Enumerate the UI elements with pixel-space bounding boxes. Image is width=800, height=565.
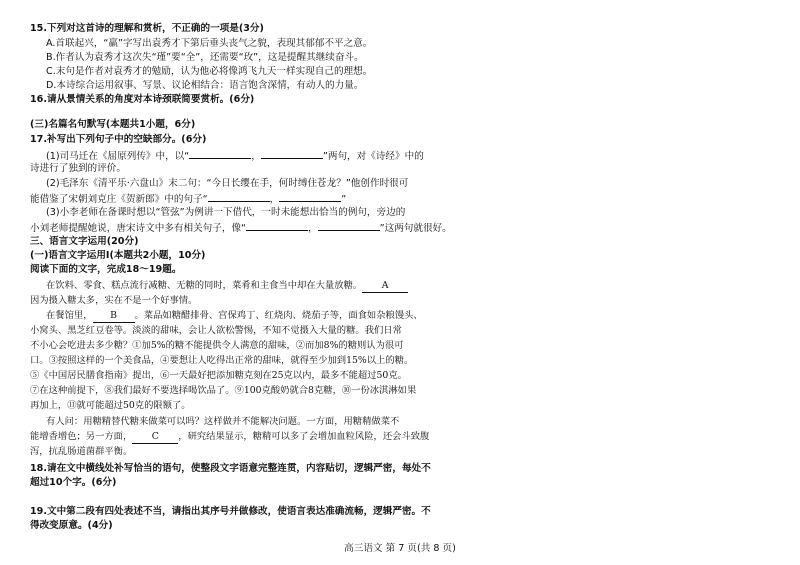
q17-item3-text-b: ”这两句就很好。 bbox=[379, 223, 452, 234]
q19-line2: 得改变原意。(4分) bbox=[30, 520, 113, 531]
part3-heading: 三、语言文字运用(20分) bbox=[30, 236, 139, 247]
q15-option-d: D.本诗综合运用叙事、写景、议论相结合：语言饱含深情，有动人的力量。 bbox=[46, 80, 364, 91]
q17-item3-line2: 小刘老师提醒她说，唐宋诗文中多有相关句子，像“ ， ”这两句就很好。 bbox=[30, 220, 452, 235]
blank[interactable] bbox=[279, 191, 341, 202]
passage-line3 bbox=[46, 309, 423, 323]
q17-item1-line2: 诗进行了独到的评价。 bbox=[30, 163, 126, 174]
blank-b[interactable]: B bbox=[93, 309, 135, 323]
passage-line1 bbox=[46, 279, 408, 293]
q15-option-a: A.首联起兴，“羸”字写出袁秀才下第后垂头丧气之貌，表现其郁郁不平之意。 bbox=[46, 38, 373, 49]
passage-line4: 小窝头、黑芝红豆卷等。淡淡的甜味，会让人欲松警惕，不知不觉摄入大量的糖。我们日常 bbox=[30, 325, 402, 336]
passage-line11 bbox=[30, 430, 429, 444]
reading-instruction: 阅读下面的文字，完成18～19题。 bbox=[30, 264, 182, 275]
q15-option-c: C.末句是作者对袁秀才的勉励，认为他必将像鸿飞九天一样实现自己的理想。 bbox=[46, 66, 373, 77]
passage-text: 在餐馆里， bbox=[46, 310, 93, 321]
passage-line2: 因为摄入糖太多，实在不是一个好事情。 bbox=[30, 295, 198, 306]
passage-text: 能增香增色；另一方面， bbox=[30, 431, 133, 442]
blank-c[interactable]: C bbox=[132, 430, 178, 444]
passage-line5: 不小心会吃进去多少糖？①加5%的糖不能提供令人满意的甜味，②而加8%的糖则认为很可 bbox=[30, 340, 404, 351]
q17-item1-text-b: ”两句，对《诗经》中的 bbox=[322, 151, 424, 162]
passage-line7: ⑤《中国居民膳食指南》提出，⑥一天最好把添加糖克刻在25克以内，最多不能超过50克。 bbox=[30, 370, 407, 381]
blank[interactable] bbox=[246, 220, 308, 231]
q17-item1-line1: (1)司马迁在《屈原列传》中，以“ ， ”两句，对《诗经》中的 bbox=[46, 148, 424, 163]
q17-item3-text-a: 小刘老师提醒她说，唐宋诗文中多有相关句子，像“ bbox=[30, 223, 247, 234]
passage-line9: 再加上，⑪就可能超过50克的限额了。 bbox=[30, 400, 191, 411]
blank[interactable] bbox=[189, 148, 251, 159]
q17-item2-text: 能借鉴了宋朝刘克庄《贺新郎》中的句子“ bbox=[30, 194, 208, 205]
q18-line1: 18.请在文中横线处补写恰当的语句，使整段文字语意完整连贯，内容贴切，逻辑严密，每处不 bbox=[30, 463, 431, 474]
q17-item2-line1: (2)毛泽东《清平乐·六盘山》末二句：“今日长缨在手，何时缚住苍龙？”他创作时很可 bbox=[46, 178, 409, 189]
passage-line8: ⑦在这种前提下，⑧我们最好不要选择喝饮品了。⑨100克酸奶就合8克糖，⑩一份冰淇淋如果 bbox=[30, 385, 417, 396]
blank[interactable] bbox=[261, 148, 323, 159]
q15-option-b: B.作者认为袁秀才这次失“瑾”要“全”，还需要“玫”，这是提醒其继续奋斗。 bbox=[46, 52, 364, 63]
q18-line2: 超过10个字。(6分) bbox=[30, 477, 117, 488]
section3-heading: (三)名篇名句默写(本题共1小题，6分) bbox=[30, 119, 196, 130]
passage-line6: 口。③按照这样的一个美食品，④要想让人吃得出正常的甜味，就得至少加到15%以上的糖。 bbox=[30, 355, 414, 366]
passage-line12: 泻，抗乱肠道菌群平衡。 bbox=[30, 446, 133, 457]
q17-title: 17.补写出下列句子中的空缺部分。(6分) bbox=[30, 134, 207, 145]
q16-title: 16.请从景情关系的角度对本诗颈联简要赏析。(6分) bbox=[30, 94, 255, 105]
blank[interactable] bbox=[318, 220, 380, 231]
q17-item2-line2: 能借鉴了宋朝刘克庄《贺新郎》中的句子“ ， ” bbox=[30, 191, 346, 206]
passage-text: 在饮料、零食、糕点流行减糖、无糖的同时，菜肴和主食当中却在大量放糖。 bbox=[46, 280, 363, 291]
blank[interactable] bbox=[208, 191, 270, 202]
passage-text: 。菜品如糖醋排骨、宫保鸡丁、红烧肉、烧茄子等，面食如杂粮馒头、 bbox=[134, 310, 423, 321]
passage-text: ，研究结果显示，糖精可以多了会增加血粒风险，还会斗致腹 bbox=[178, 431, 430, 442]
subsection1-heading: (一)语言文字运用Ⅰ(本题共2小题，10分) bbox=[30, 250, 206, 261]
q15-title: 15.下列对这首诗的理解和赏析，不正确的一项是(3分) bbox=[30, 23, 264, 34]
page-footer: 高三语文 第 7 页(共 8 页) bbox=[344, 543, 456, 554]
q17-item1-text-a: (1)司马迁在《屈原列传》中，以“ bbox=[46, 151, 190, 162]
q19-line1: 19.文中第二段有四处表述不当，请指出其序号并做修改，使语言表达准确流畅，逻辑严密。不 bbox=[30, 506, 431, 517]
blank-a[interactable]: A bbox=[362, 279, 408, 293]
passage-line10: 有人问：用糖精替代糖来做菜可以吗？这样做并不能解决问题。一方面，用糖精做菜不 bbox=[46, 416, 400, 427]
q17-item3-line1: (3)小李老师在备课时想以“管弦”为例讲一下借代，一时未能想出恰当的例句，旁边的 bbox=[46, 207, 406, 218]
